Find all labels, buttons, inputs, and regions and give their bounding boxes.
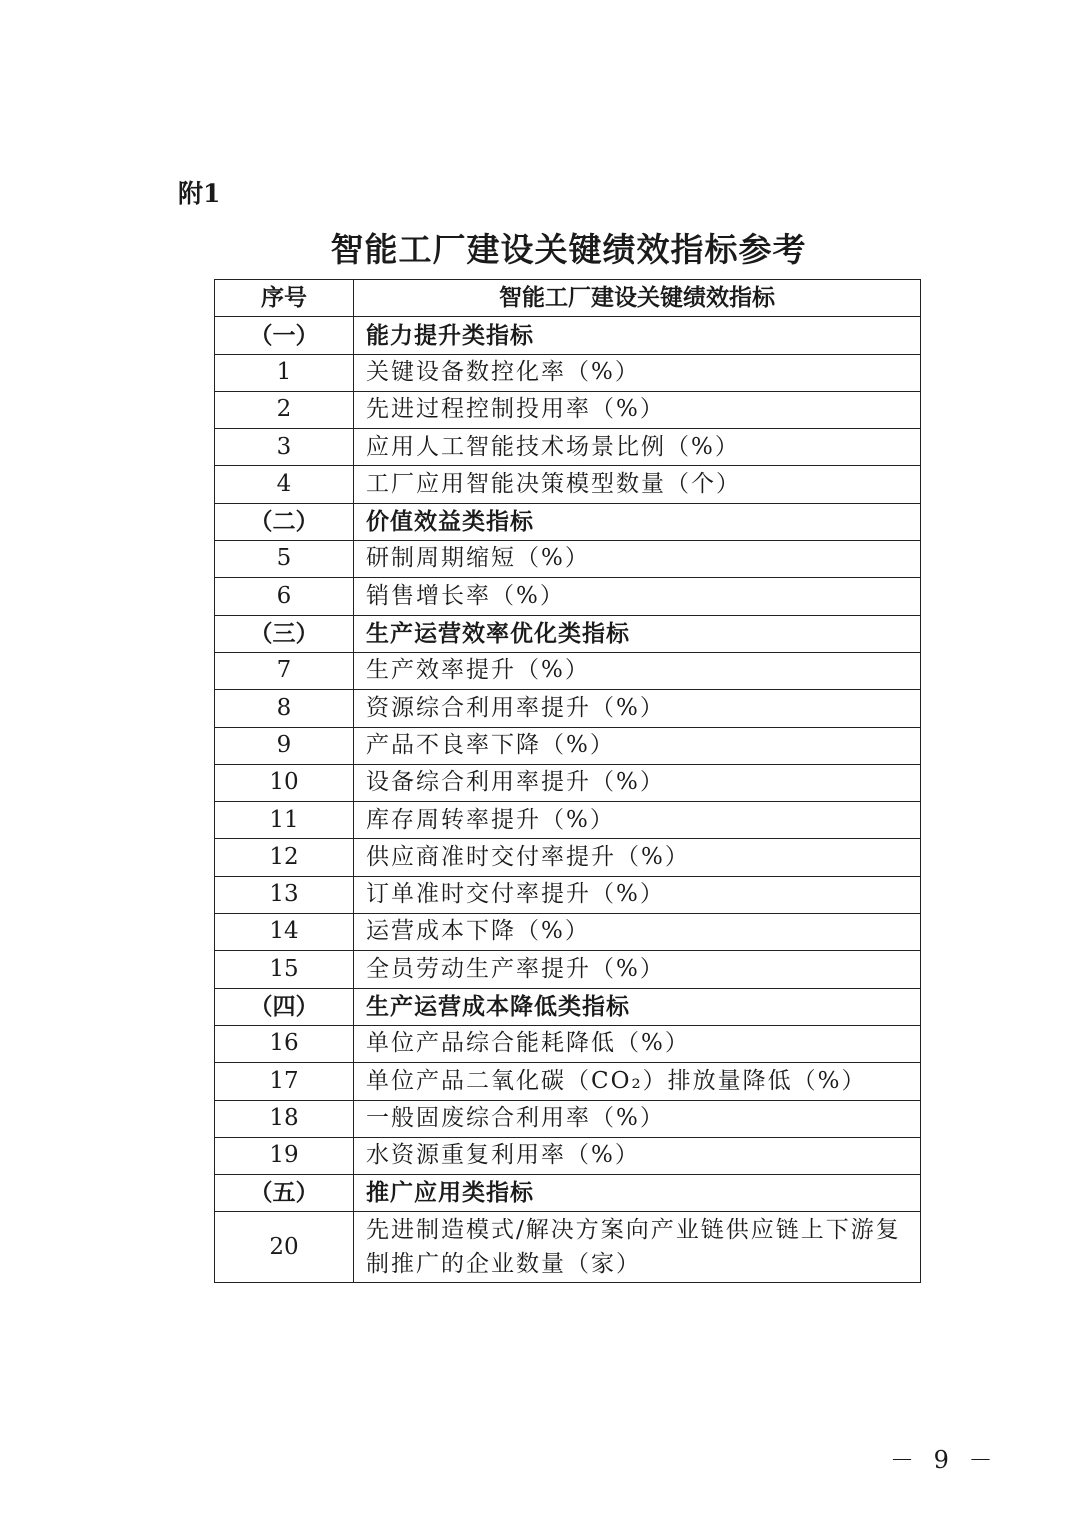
table-row — [215, 951, 921, 988]
row-indicator: 产品不良率下降（%） — [354, 727, 921, 764]
row-serial: 5 — [215, 541, 354, 578]
table-row — [215, 1100, 921, 1137]
row-serial: 8 — [215, 690, 354, 727]
row-indicator: 先进过程控制投用率（%） — [354, 391, 921, 428]
row-serial: 16 — [215, 1025, 354, 1062]
attachment-label: 附1 — [178, 179, 221, 208]
row-indicator: 能力提升类指标 — [354, 317, 921, 354]
row-serial: （四） — [215, 988, 354, 1025]
row-serial: 18 — [215, 1100, 354, 1137]
table-row — [215, 1137, 921, 1174]
row-indicator: 先进制造模式/解决方案向产业链供应链上下游复制推广的企业数量（家） — [354, 1212, 921, 1283]
row-indicator: 生产运营效率优化类指标 — [354, 615, 921, 652]
row-serial: 17 — [215, 1063, 354, 1100]
row-indicator: 价值效益类指标 — [354, 503, 921, 540]
table-row — [215, 1063, 921, 1100]
row-indicator: 销售增长率（%） — [354, 578, 921, 615]
table-row — [215, 578, 921, 615]
section-row — [215, 988, 921, 1025]
row-indicator: 库存周转率提升（%） — [354, 802, 921, 839]
row-indicator: 应用人工智能技术场景比例（%） — [354, 429, 921, 466]
table-row — [215, 1025, 921, 1062]
row-serial: 12 — [215, 839, 354, 876]
row-serial: 19 — [215, 1137, 354, 1174]
row-serial: 7 — [215, 652, 354, 689]
table-row — [215, 839, 921, 876]
table-row — [215, 541, 921, 578]
page-number: － 9 － — [890, 1446, 999, 1474]
row-indicator: 资源综合利用率提升（%） — [354, 690, 921, 727]
table-header-row — [215, 280, 921, 317]
row-serial: 9 — [215, 727, 354, 764]
table-row — [215, 466, 921, 503]
row-serial: 15 — [215, 951, 354, 988]
kpi-table-body — [215, 317, 921, 1283]
table-row — [215, 1212, 921, 1283]
row-indicator: 推广应用类指标 — [354, 1175, 921, 1212]
table-row — [215, 690, 921, 727]
row-serial: （三） — [215, 615, 354, 652]
row-serial: 1 — [215, 354, 354, 391]
row-serial: 11 — [215, 802, 354, 839]
table-row — [215, 727, 921, 764]
row-serial: （五） — [215, 1175, 354, 1212]
row-indicator: 设备综合利用率提升（%） — [354, 764, 921, 801]
row-serial: 13 — [215, 876, 354, 913]
row-serial: 2 — [215, 391, 354, 428]
table-row — [215, 876, 921, 913]
table-row — [215, 802, 921, 839]
kpi-table — [214, 279, 921, 1283]
row-indicator: 全员劳动生产率提升（%） — [354, 951, 921, 988]
row-indicator: 单位产品综合能耗降低（%） — [354, 1025, 921, 1062]
table-row — [215, 914, 921, 951]
row-indicator: 供应商准时交付率提升（%） — [354, 839, 921, 876]
row-serial: 4 — [215, 466, 354, 503]
row-serial: 14 — [215, 914, 354, 951]
row-indicator: 订单准时交付率提升（%） — [354, 876, 921, 913]
header-indicator: 智能工厂建设关键绩效指标 — [354, 280, 921, 317]
row-serial: 6 — [215, 578, 354, 615]
row-indicator: 一般固废综合利用率（%） — [354, 1100, 921, 1137]
table-row — [215, 354, 921, 391]
section-row — [215, 503, 921, 540]
table-row — [215, 652, 921, 689]
header-serial: 序号 — [215, 280, 354, 317]
row-indicator: 水资源重复利用率（%） — [354, 1137, 921, 1174]
table-row — [215, 764, 921, 801]
row-indicator: 研制周期缩短（%） — [354, 541, 921, 578]
row-serial: （一） — [215, 317, 354, 354]
row-indicator: 单位产品二氧化碳（CO₂）排放量降低（%） — [354, 1063, 921, 1100]
row-indicator: 关键设备数控化率（%） — [354, 354, 921, 391]
table-row — [215, 391, 921, 428]
row-serial: 20 — [215, 1212, 354, 1283]
table-row — [215, 429, 921, 466]
section-row — [215, 615, 921, 652]
section-row — [215, 1175, 921, 1212]
row-serial: 3 — [215, 429, 354, 466]
row-indicator: 工厂应用智能决策模型数量（个） — [354, 466, 921, 503]
page-title: 智能工厂建设关键绩效指标参考 — [330, 230, 807, 269]
row-indicator: 运营成本下降（%） — [354, 914, 921, 951]
row-indicator: 生产运营成本降低类指标 — [354, 988, 921, 1025]
row-serial: （二） — [215, 503, 354, 540]
row-indicator: 生产效率提升（%） — [354, 652, 921, 689]
row-serial: 10 — [215, 764, 354, 801]
section-row — [215, 317, 921, 354]
